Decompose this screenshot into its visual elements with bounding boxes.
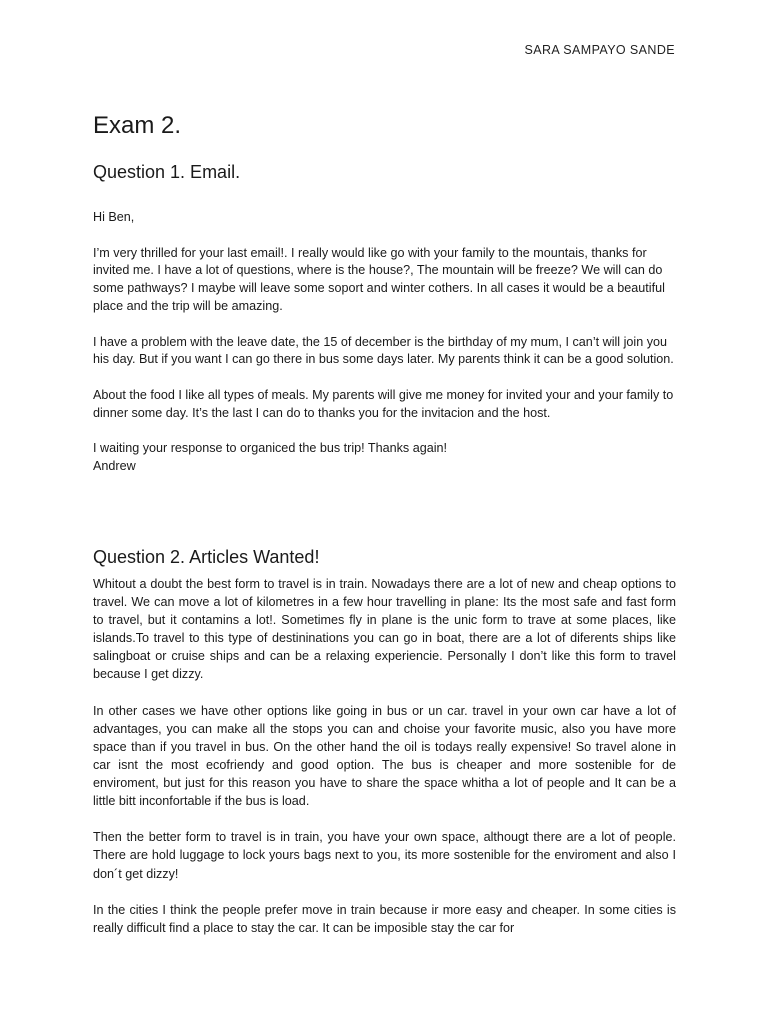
question-2-title: Question 2. Articles Wanted! — [93, 547, 320, 567]
email-paragraph: I’m very thrilled for your last email!. I really would like go with your family to the mountais, thanks for invited me. I have a lot of questions, where is the house?, The mountain will be freeze? We will can do some pathways? I maybe will leave some soport and winter cothers. In all cases it would be a beautiful place and the trip will be amazing. — [93, 245, 665, 313]
article-body — [93, 575, 676, 955]
author-header: SARA SAMPAYO SANDE — [524, 43, 675, 57]
email-paragraph: About the food I like all types of meals. My parents will give me money for invited your and your family to dinner some day. It’s the last I can do to thanks you for the invitacion and the host. — [93, 387, 674, 420]
article-paragraph: In other cases we have other options like going in bus or un car. travel in your own car have a lot of advantages, you can make all the stops you can and choise your favorite music, also you have more space than if you travel in bus. On the other hand the oil is todays really expensive! So travel alone in car isnt the most ecofriendy and good option. The bus is cheaper and more sostenible for de enviroment, but just for this reason you have to share the space whitha a lot of people and It can be a little bitt inconfortable if the bus is load. — [93, 703, 676, 809]
article-paragraph: In the cities I think the people prefer move in train because ir more easy and cheaper. In some cities is really difficult find a place to stay the car. It can be imposible stay the car for — [93, 902, 676, 935]
email-closing — [93, 440, 683, 476]
email-signature: Andrew — [93, 459, 136, 474]
exam-title: Exam 2. — [93, 112, 182, 139]
email-body — [93, 209, 683, 476]
article-paragraph: Then the better form to travel is in train, you have your own space, althougt there are a lot of people. There are hold luggage to lock yours bags next to you, its more sostenible for the enviroment and also I don´t get dizzy! — [93, 830, 676, 881]
email-greeting: Hi Ben, — [93, 210, 135, 224]
article-paragraph: Whitout a doubt the best form to travel is in train. Nowadays there are a lot of new and cheap options to travel. We can move a lot of kilometres in a few hour travelling in plane: Its the most safe and fast form to travel, but it contamins a lot!. Sometimes fly in plane is the unic form to trave at some places, like islands.To travel to this type of destininations you can go in boat, there are a lot of diferents ships like salingboat or cruise ships and can be a relaxing experiencie. Personally I don’t like this form to travel because I get dizzy. — [93, 577, 676, 682]
email-paragraph: I have a problem with the leave date, the 15 of december is the birthday of my mum, I can’t will join you his day. But if you want I can go there in bus some days later. My parents think it can be a good solution. — [93, 334, 674, 367]
email-closing-line: I waiting your response to organiced the bus trip! Thanks again! — [93, 441, 448, 456]
question-1-title: Question 1. Email. — [93, 162, 241, 182]
